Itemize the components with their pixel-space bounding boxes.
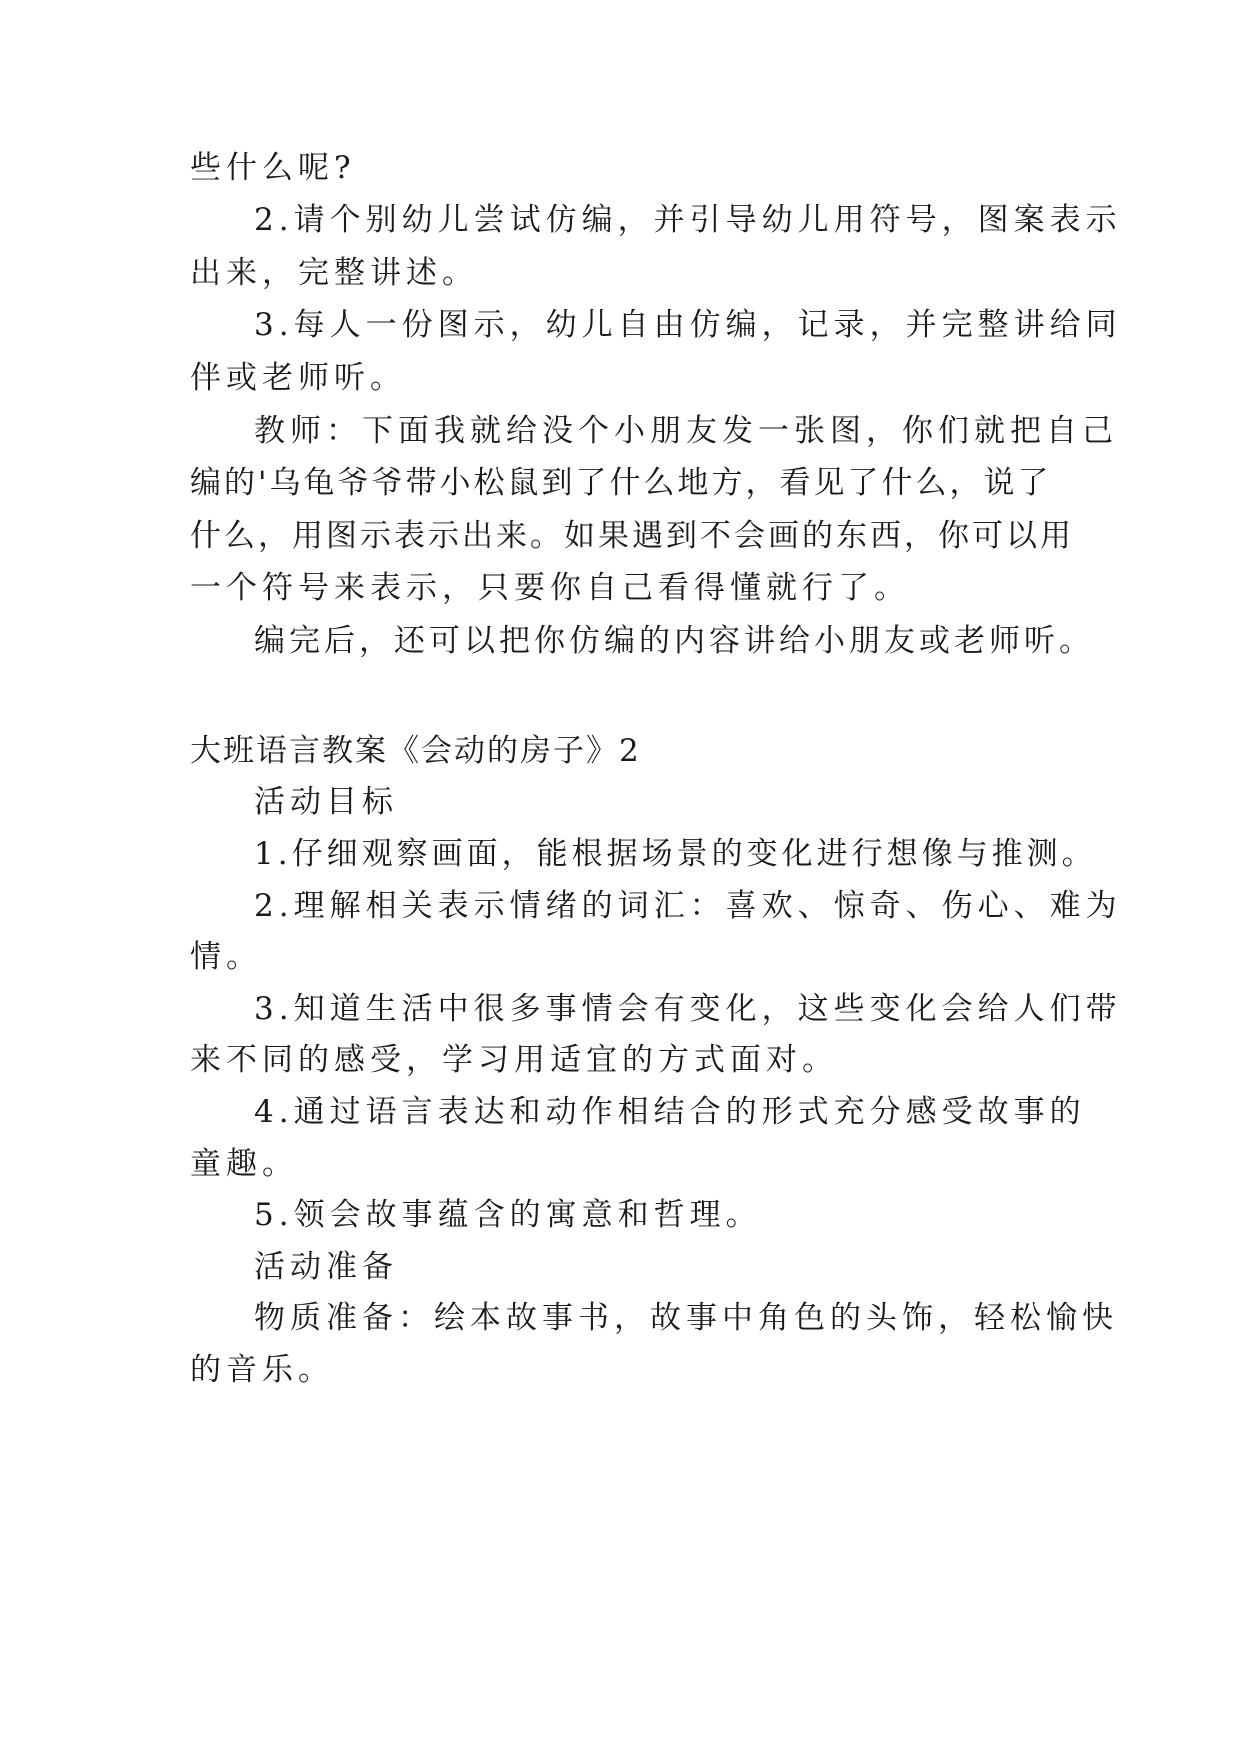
- section-heading: 大班语言教案《会动的房子》2: [190, 733, 641, 769]
- paragraph-line: 些什么呢?: [190, 150, 356, 186]
- paragraph-line: 出来，完整讲述。: [190, 255, 478, 291]
- paragraph-line: 编完后，还可以把你仿编的内容讲给小朋友或老师听。: [254, 623, 1094, 659]
- paragraph-line: 来不同的感受，学习用适宜的方式面对。: [190, 1042, 838, 1078]
- paragraph-line: 情。: [190, 939, 262, 975]
- list-item: 5.领会故事蕴含的寓意和哲理。: [254, 1197, 762, 1233]
- paragraph-line: 一个符号来表示，只要你自己看得懂就行了。: [190, 570, 910, 606]
- paragraph-line: 教师：下面我就给没个小朋友发一张图，你们就把自己: [254, 413, 1118, 449]
- paragraph-line: 物质准备：绘本故事书，故事中角色的头饰，轻松愉快: [254, 1300, 1118, 1336]
- list-item: 3.知道生活中很多事情会有变化，这些变化会给人们带: [254, 991, 1122, 1027]
- paragraph-line: 伴或老师听。: [190, 360, 406, 396]
- list-item: 1.仔细观察画面，能根据场景的变化进行想像与推测。: [254, 836, 1097, 872]
- list-item: 2.理解相关表示情绪的词汇：喜欢、惊奇、伤心、难为: [254, 888, 1122, 924]
- paragraph-line: 3.每人一份图示，幼儿自由仿编，记录，并完整讲给同: [254, 307, 1122, 343]
- subheading: 活动准备: [254, 1249, 398, 1285]
- paragraph-line: 什么，用图示表示出来。如果遇到不会画的东西，你可以用: [190, 518, 1074, 554]
- list-item: 4.通过语言表达和动作相结合的形式充分感受故事的: [254, 1094, 1086, 1130]
- subheading: 活动目标: [254, 784, 398, 820]
- paragraph-line: 童趣。: [190, 1146, 298, 1182]
- paragraph-line: 2.请个别幼儿尝试仿编，并引导幼儿用符号，图案表示: [254, 202, 1122, 238]
- paragraph-line: 编的'乌龟爷爷带小松鼠到了什么地方，看见了什么，说了: [190, 465, 1052, 501]
- paragraph-line: 的音乐。: [190, 1352, 334, 1388]
